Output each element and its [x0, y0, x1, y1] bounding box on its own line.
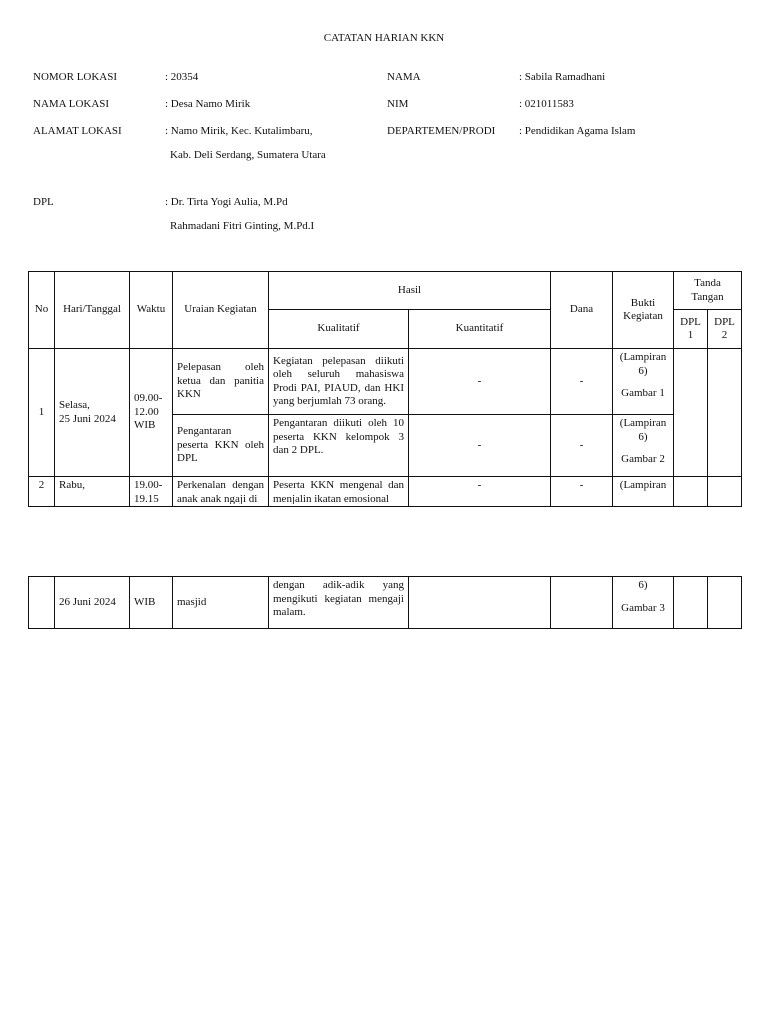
row-bukti — [613, 577, 674, 629]
dpl-label: DPL — [33, 196, 54, 208]
header-kuantitatif: Kuantitatif — [409, 310, 551, 349]
row-kualitatif: Pengantaran diikuti oleh 10 peserta KKN kelompok 3 dan 2 DPL. — [269, 415, 409, 477]
prodi-value: : Pendidikan Agama Islam — [519, 125, 636, 137]
row-kualitatif: dengan adik-adik yang mengikuti kegiatan mengaji malam. — [269, 577, 409, 629]
nama-label: NAMA — [387, 71, 421, 83]
row-dana: - — [551, 477, 613, 507]
row-uraian — [173, 477, 269, 507]
row-kualitatif — [269, 477, 409, 507]
table-row — [29, 477, 742, 507]
dpl-value-2: Rahmadani Fitri Ginting, M.Pd.I — [170, 220, 315, 232]
table-row — [29, 349, 742, 415]
dpl-value: : Dr. Tirta Yogi Aulia, M.Pd — [165, 196, 288, 208]
nama-lokasi-label: NAMA LOKASI — [33, 98, 110, 110]
row-bukti: (Lampiran — [613, 477, 674, 507]
row-ttd-dpl-1 — [674, 577, 708, 629]
row-dana: - — [551, 349, 613, 415]
row-uraian: Pengantaran peserta KKN oleh DPL — [173, 415, 269, 477]
row-dana: - — [551, 415, 613, 477]
row-waktu: WIB — [130, 577, 173, 629]
row-tanggal: 25 Juni 2024 — [59, 412, 116, 425]
row-bukti-lampiran: (Lampiran 6) — [619, 351, 667, 377]
header-hasil: Hasil — [269, 272, 551, 310]
header-tanda-tangan: Tanda Tangan — [674, 272, 742, 310]
row-ttd-dpl-1 — [674, 349, 708, 477]
row-bukti-gambar: Gambar 1 — [621, 387, 665, 399]
page-title: CATATAN HARIAN KKN — [323, 32, 445, 44]
alamat-lokasi-value-2: Kab. Deli Serdang, Sumatera Utara — [170, 149, 326, 161]
alamat-lokasi-value: : Namo Mirik, Kec. Kutalimbaru, — [165, 125, 313, 137]
header-waktu: Waktu — [130, 272, 173, 349]
row-hari: Rabu, — [55, 477, 130, 507]
row-waktu: 09.00-12.00 WIB — [130, 349, 173, 477]
nomor-lokasi-value: : 20354 — [165, 71, 199, 83]
row-uraian-text: Perkenalan dengan anak anak ngaji di — [177, 479, 264, 504]
activity-log-table-continued — [28, 576, 742, 629]
nim-value: : 021011583 — [519, 98, 574, 110]
header-hari-tanggal: Hari/Tanggal — [55, 272, 130, 349]
row-waktu — [130, 477, 173, 507]
row-ttd-dpl-2 — [708, 477, 742, 507]
table-row — [29, 577, 742, 629]
row-ttd-dpl-2 — [708, 349, 742, 477]
row-kuantitatif: - — [409, 349, 551, 415]
alamat-lokasi-label: ALAMAT LOKASI — [33, 125, 122, 137]
header-uraian: Uraian Kegiatan — [173, 272, 269, 349]
row-kuantitatif: - — [409, 477, 551, 507]
activity-log-table — [28, 271, 742, 507]
header-dpl-1: DPL 1 — [674, 310, 708, 349]
row-uraian: Pelepasan oleh ketua dan panitia KKN — [173, 349, 269, 415]
row-hari-tanggal — [55, 349, 130, 477]
row-bukti-gambar: Gambar 2 — [621, 453, 665, 465]
prodi-label: DEPARTEMEN/PRODI — [387, 125, 496, 137]
header-dana: Dana — [551, 272, 613, 349]
row-ttd-dpl-2 — [708, 577, 742, 629]
row-no: 1 — [29, 349, 55, 477]
row-uraian: masjid — [173, 577, 269, 629]
nama-value: : Sabila Ramadhani — [519, 71, 606, 83]
row-no — [29, 577, 55, 629]
row-ttd-dpl-1 — [674, 477, 708, 507]
row-bukti — [613, 349, 674, 415]
row-bukti — [613, 415, 674, 477]
row-kualitatif-text: Peserta KKN mengenal dan menjalin ikatan emosional — [273, 479, 404, 504]
nomor-lokasi-label: NOMOR LOKASI — [33, 71, 118, 83]
nama-lokasi-value: : Desa Namo Mirik — [165, 98, 251, 110]
header-kualitatif: Kualitatif — [269, 310, 409, 349]
header-dpl-2: DPL 2 — [708, 310, 742, 349]
row-bukti-lampiran: 6) — [638, 579, 648, 591]
row-tanggal: 26 Juni 2024 — [55, 577, 130, 629]
header-no: No — [29, 272, 55, 349]
row-hari: Selasa, — [59, 399, 90, 411]
row-kuantitatif — [409, 577, 551, 629]
row-kualitatif: Kegiatan pelepasan diikuti oleh seluruh mahasiswa Prodi PAI, PIAUD, dan HKI yang berjumlah 73 orang. — [269, 349, 409, 415]
row-no: 2 — [29, 477, 55, 507]
row-waktu-text: 19.00-19.15 — [134, 479, 163, 504]
row-bukti-gambar: Gambar 3 — [621, 601, 665, 614]
row-kuantitatif: - — [409, 415, 551, 477]
header-bukti: Bukti Kegiatan — [613, 272, 674, 349]
row-dana — [551, 577, 613, 629]
nim-label: NIM — [387, 98, 409, 110]
row-bukti-lampiran: (Lampiran 6) — [619, 417, 667, 443]
